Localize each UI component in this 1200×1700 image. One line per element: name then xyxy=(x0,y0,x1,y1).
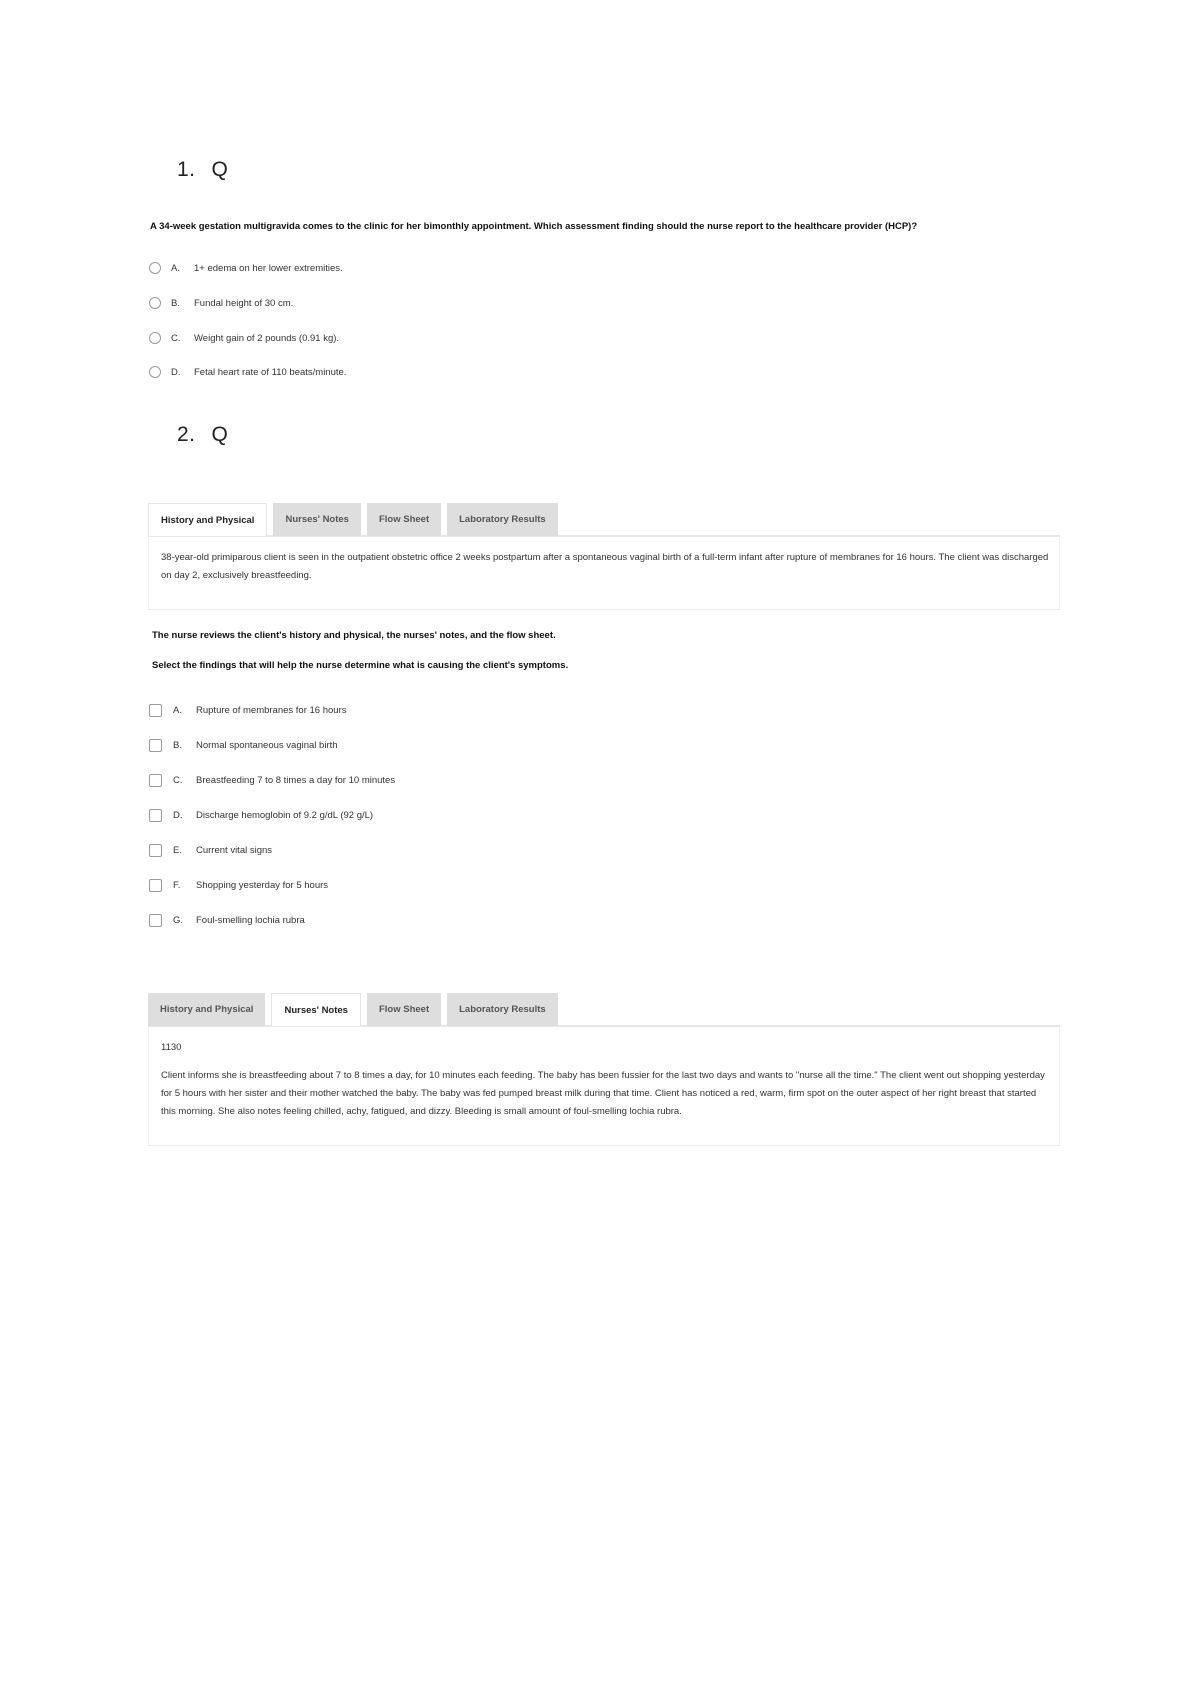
q2-option-d[interactable] xyxy=(149,807,373,823)
case-panel-history xyxy=(148,503,1060,610)
option-text: Fundal height of 30 cm. xyxy=(194,297,294,309)
nurses-note-text: Client informs she is breastfeeding about 7 to 8 times a day, for 10 minutes each feeding. The baby has been fussier for the last two days and wants to "nurse all the time." The client went out shopping yesterday for 5 hours with her sister and their mother watched the baby. The baby was fed pumped breast milk during that time. Client has noticed a red, warm, firm spot on the outer aspect of her right breast that started this morning. She also notes feeling chilled, achy, fatigued, and dizzy. Bleeding is small amount of foul-smelling lochia rubra. xyxy=(161,1070,1045,1117)
tab-nurses-notes[interactable]: Nurses' Notes xyxy=(273,503,361,536)
tab-history-and-physical[interactable]: History and Physical xyxy=(148,993,265,1026)
question-number: 1. xyxy=(177,158,196,181)
radio-button[interactable] xyxy=(149,366,161,378)
tab-nurses-notes[interactable]: Nurses' Notes xyxy=(271,993,361,1026)
checkbox[interactable] xyxy=(149,739,162,752)
checkbox[interactable] xyxy=(149,844,162,857)
radio-button[interactable] xyxy=(149,297,161,309)
tab-bar xyxy=(148,503,1060,537)
checkbox[interactable] xyxy=(149,704,162,717)
case-panel-nurses-notes xyxy=(148,993,1060,1146)
q2-option-g[interactable] xyxy=(149,912,305,928)
note-time: 1130 xyxy=(161,1042,182,1053)
q2-option-f[interactable] xyxy=(149,877,328,893)
q2-option-c[interactable] xyxy=(149,772,395,788)
option-text: Normal spontaneous vaginal birth xyxy=(196,739,338,751)
option-letter: D. xyxy=(171,366,181,378)
radio-button[interactable] xyxy=(149,262,161,274)
checkbox[interactable] xyxy=(149,879,162,892)
instruction-select: Select the findings that will help the nurse determine what is causing the client's symptoms. xyxy=(152,660,569,671)
option-text: 1+ edema on her lower extremities. xyxy=(194,262,343,274)
option-text: Weight gain of 2 pounds (0.91 kg). xyxy=(194,332,340,344)
option-text: Breastfeeding 7 to 8 times a day for 10 minutes xyxy=(196,774,396,786)
option-letter: F. xyxy=(173,879,181,891)
q2-option-e[interactable] xyxy=(149,842,272,858)
tab-history-and-physical[interactable]: History and Physical xyxy=(148,503,267,536)
option-text: Foul-smelling lochia rubra xyxy=(196,914,305,926)
tab-flow-sheet[interactable]: Flow Sheet xyxy=(367,503,441,536)
option-letter: G. xyxy=(173,914,184,926)
option-letter: C. xyxy=(173,774,183,786)
option-letter: A. xyxy=(171,262,180,274)
checkbox[interactable] xyxy=(149,914,162,927)
question-number: 2. xyxy=(177,423,196,446)
radio-button[interactable] xyxy=(149,332,161,344)
q1-option-b[interactable] xyxy=(149,295,293,311)
option-letter: B. xyxy=(173,739,182,751)
option-letter: A. xyxy=(173,704,182,716)
tab-bar xyxy=(148,993,1060,1027)
q1-option-d[interactable] xyxy=(149,364,346,380)
q2-option-b[interactable] xyxy=(149,737,338,753)
instruction-review: The nurse reviews the client's history and physical, the nurses' notes, and the flow sheet. xyxy=(152,630,556,641)
option-text: Rupture of membranes for 16 hours xyxy=(196,704,347,716)
option-text: Shopping yesterday for 5 hours xyxy=(196,879,329,891)
tab-laboratory-results[interactable]: Laboratory Results xyxy=(447,993,558,1026)
question-1-stem: A 34-week gestation multigravida comes to the clinic for her bimonthly appointment. Which assessment finding should the nurse report to the healthcare provider (HCP)? xyxy=(150,221,918,232)
q1-option-c[interactable] xyxy=(149,330,339,346)
option-text: Fetal heart rate of 110 beats/minute. xyxy=(194,366,347,378)
option-letter: B. xyxy=(171,297,180,309)
panel-content xyxy=(148,1027,1060,1145)
q1-option-a[interactable] xyxy=(149,260,343,276)
tab-laboratory-results[interactable]: Laboratory Results xyxy=(447,503,558,536)
option-text: Current vital signs xyxy=(196,844,273,856)
question-label: Q xyxy=(211,158,229,181)
question-label: Q xyxy=(211,423,229,446)
question-2-heading xyxy=(177,423,228,447)
panel-content xyxy=(148,537,1060,609)
option-letter: C. xyxy=(171,332,181,344)
option-text: Discharge hemoglobin of 9.2 g/dL (92 g/L) xyxy=(196,809,374,821)
option-letter: D. xyxy=(173,809,183,821)
checkbox[interactable] xyxy=(149,774,162,787)
q2-option-a[interactable] xyxy=(149,702,347,718)
option-letter: E. xyxy=(173,844,182,856)
question-1-heading xyxy=(177,158,228,182)
tab-flow-sheet[interactable]: Flow Sheet xyxy=(367,993,441,1026)
history-text: 38-year-old primiparous client is seen in the outpatient obstetric office 2 weeks postpartum after a spontaneous vaginal birth of a full-term infant after rupture of membranes for 16 hours. The client was discharged on day 2, exclusively breastfeeding. xyxy=(161,552,1049,581)
checkbox[interactable] xyxy=(149,809,162,822)
